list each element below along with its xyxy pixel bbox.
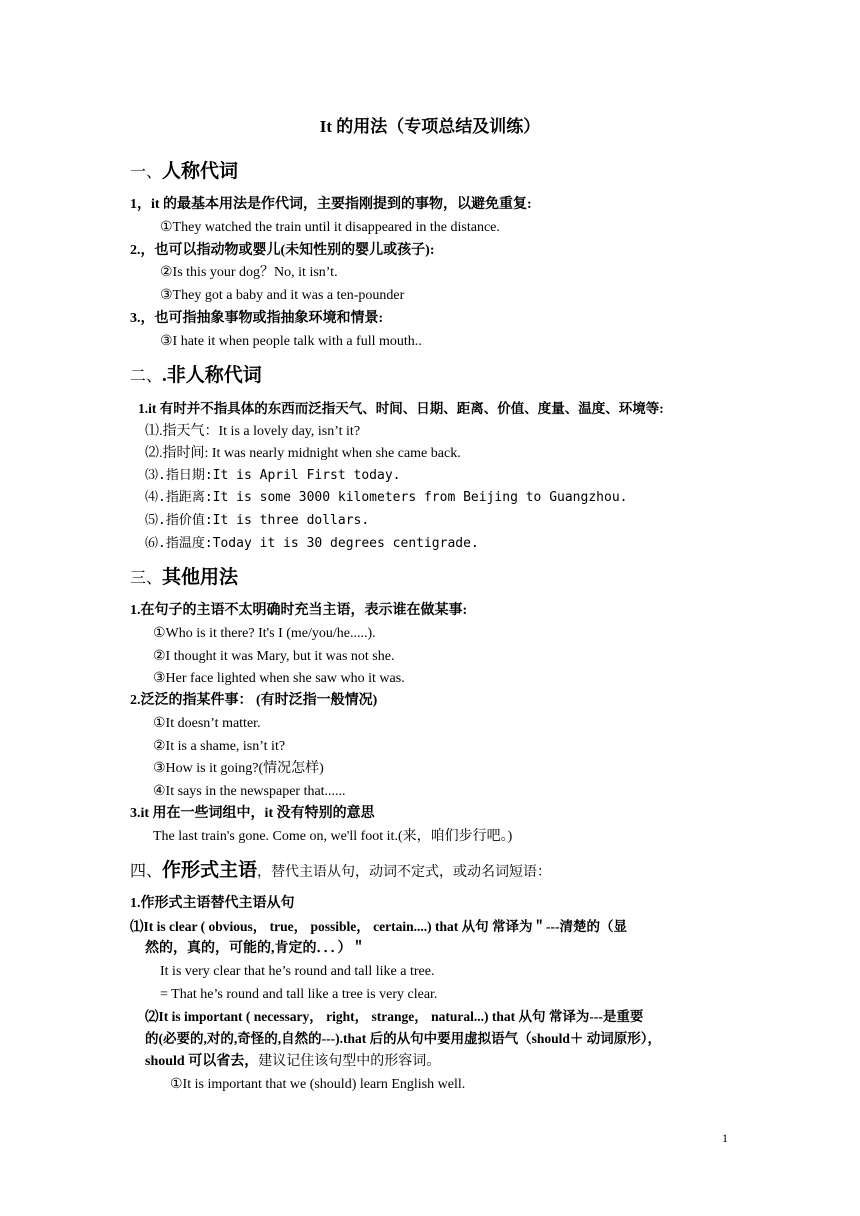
example-sentence: ③They got a baby and it was a ten-pounder [160, 288, 405, 303]
example-sentence: ③How is it going?(情况怎样) [153, 761, 324, 776]
example-sentence: ①It is important that we (should) learn English well. [170, 1077, 466, 1092]
example-sentence: The last train's gone. Come on, we'll foot it.(来，咱们步行吧。) [153, 829, 513, 844]
example-sentence: ⑷.指距离:It is some 3000 kilometers from Beijing to Guangzhou. [145, 490, 628, 505]
section-number: 二、 [130, 368, 163, 385]
example-sentence: ⑹.指温度:Today it is 30 degrees centigrade. [145, 536, 479, 551]
example-sentence: ③Her face lighted when she saw who it was. [153, 671, 405, 686]
section-number: 一、 [130, 164, 163, 181]
text-line [145, 1053, 440, 1071]
text-line: ⑴It is clear ( obvious， true， possible， certain....) that 从句 常译为＂---清楚的（显 [130, 919, 627, 934]
example-sentence: ①It doesn’t matter. [153, 716, 261, 731]
text-line: 3.it 用在一些词组中，it 没有特别的意思 [130, 806, 375, 821]
example-sentence: = That he’s round and tall like a tree is very clear. [160, 987, 438, 1002]
example-sentence: It is very clear that he’s round and tall like a tree. [160, 964, 435, 979]
text-line: 1，it 的最基本用法是作代词，主要指刚提到的事物，以避免重复: [130, 197, 532, 212]
example-sentence: ⑵.指时间: It was nearly midnight when she came back. [145, 446, 461, 461]
example-sentence: ③I hate it when people talk with a full mouth.. [160, 334, 422, 349]
example-sentence: ①They watched the train until it disappeared in the distance. [160, 220, 500, 235]
text-fragment: 建议记住该句型中的形容词。 [258, 1054, 441, 1069]
section-number: 四、 [130, 863, 163, 880]
text-line: 1.it 有时并不指具体的东西而泛指天气、时间、日期、距离、价值、度量、温度、环境等: [138, 401, 664, 416]
page-number: 1 [722, 1131, 728, 1145]
example-sentence: ②Is this your dog？No, it isn’t. [160, 265, 338, 280]
section-subtitle: ，替代主语从句，动词不定式，或动名词短语： [257, 865, 552, 880]
section-title: 作形式主语 [162, 860, 258, 881]
text-line: 3.，也可指抽象事物或指抽象环境和情景: [130, 311, 384, 326]
example-sentence: ①Who is it there? It's I (me/you/he.....). [153, 626, 376, 641]
section-heading-3 [130, 567, 238, 590]
text-line: 2.泛泛的指某件事： (有时泛指一般情况) [130, 693, 378, 708]
example-sentence: ⑶.指日期:It is April First today. [145, 468, 401, 483]
section-title: 人称代词 [162, 161, 239, 182]
text-line: 1.作形式主语替代主语从句 [130, 896, 295, 911]
section-heading-4 [130, 860, 551, 884]
section-title: .非人称代词 [162, 365, 262, 386]
text-line: 2.，也可以指动物或婴儿(未知性别的婴儿或孩子): [130, 243, 435, 258]
example-sentence: ⑴.指天气：It is a lovely day, isn’t it? [145, 424, 361, 439]
text-line: 的(必要的,对的,奇怪的,自然的---).that 后的从句中要用虚拟语气（should＋ 动词原形）， [145, 1031, 662, 1046]
bold-fragment: should 可以省去， [145, 1054, 259, 1069]
section-title: 其他用法 [162, 567, 239, 588]
example-sentence: ⑸.指价值:It is three dollars. [145, 513, 370, 528]
section-number: 三、 [130, 570, 163, 587]
example-sentence: ②I thought it was Mary, but it was not she. [153, 649, 395, 664]
example-sentence: ②It is a shame, isn’t it? [153, 739, 286, 754]
page-title: It 的用法（专项总结及训练） [319, 117, 541, 136]
text-line: ⑵It is important ( necessary， right， strange， natural...) that 从句 常译为---是重要 [145, 1009, 644, 1024]
example-sentence: ④It says in the newspaper that...... [153, 784, 346, 799]
section-heading-1 [130, 161, 238, 184]
text-line: 1.在句子的主语不太明确时充当主语，表示谁在做某事: [130, 603, 468, 618]
section-heading-2 [130, 365, 262, 388]
text-line: 然的，真的，可能的,肯定的．．．）＂ [145, 941, 366, 956]
